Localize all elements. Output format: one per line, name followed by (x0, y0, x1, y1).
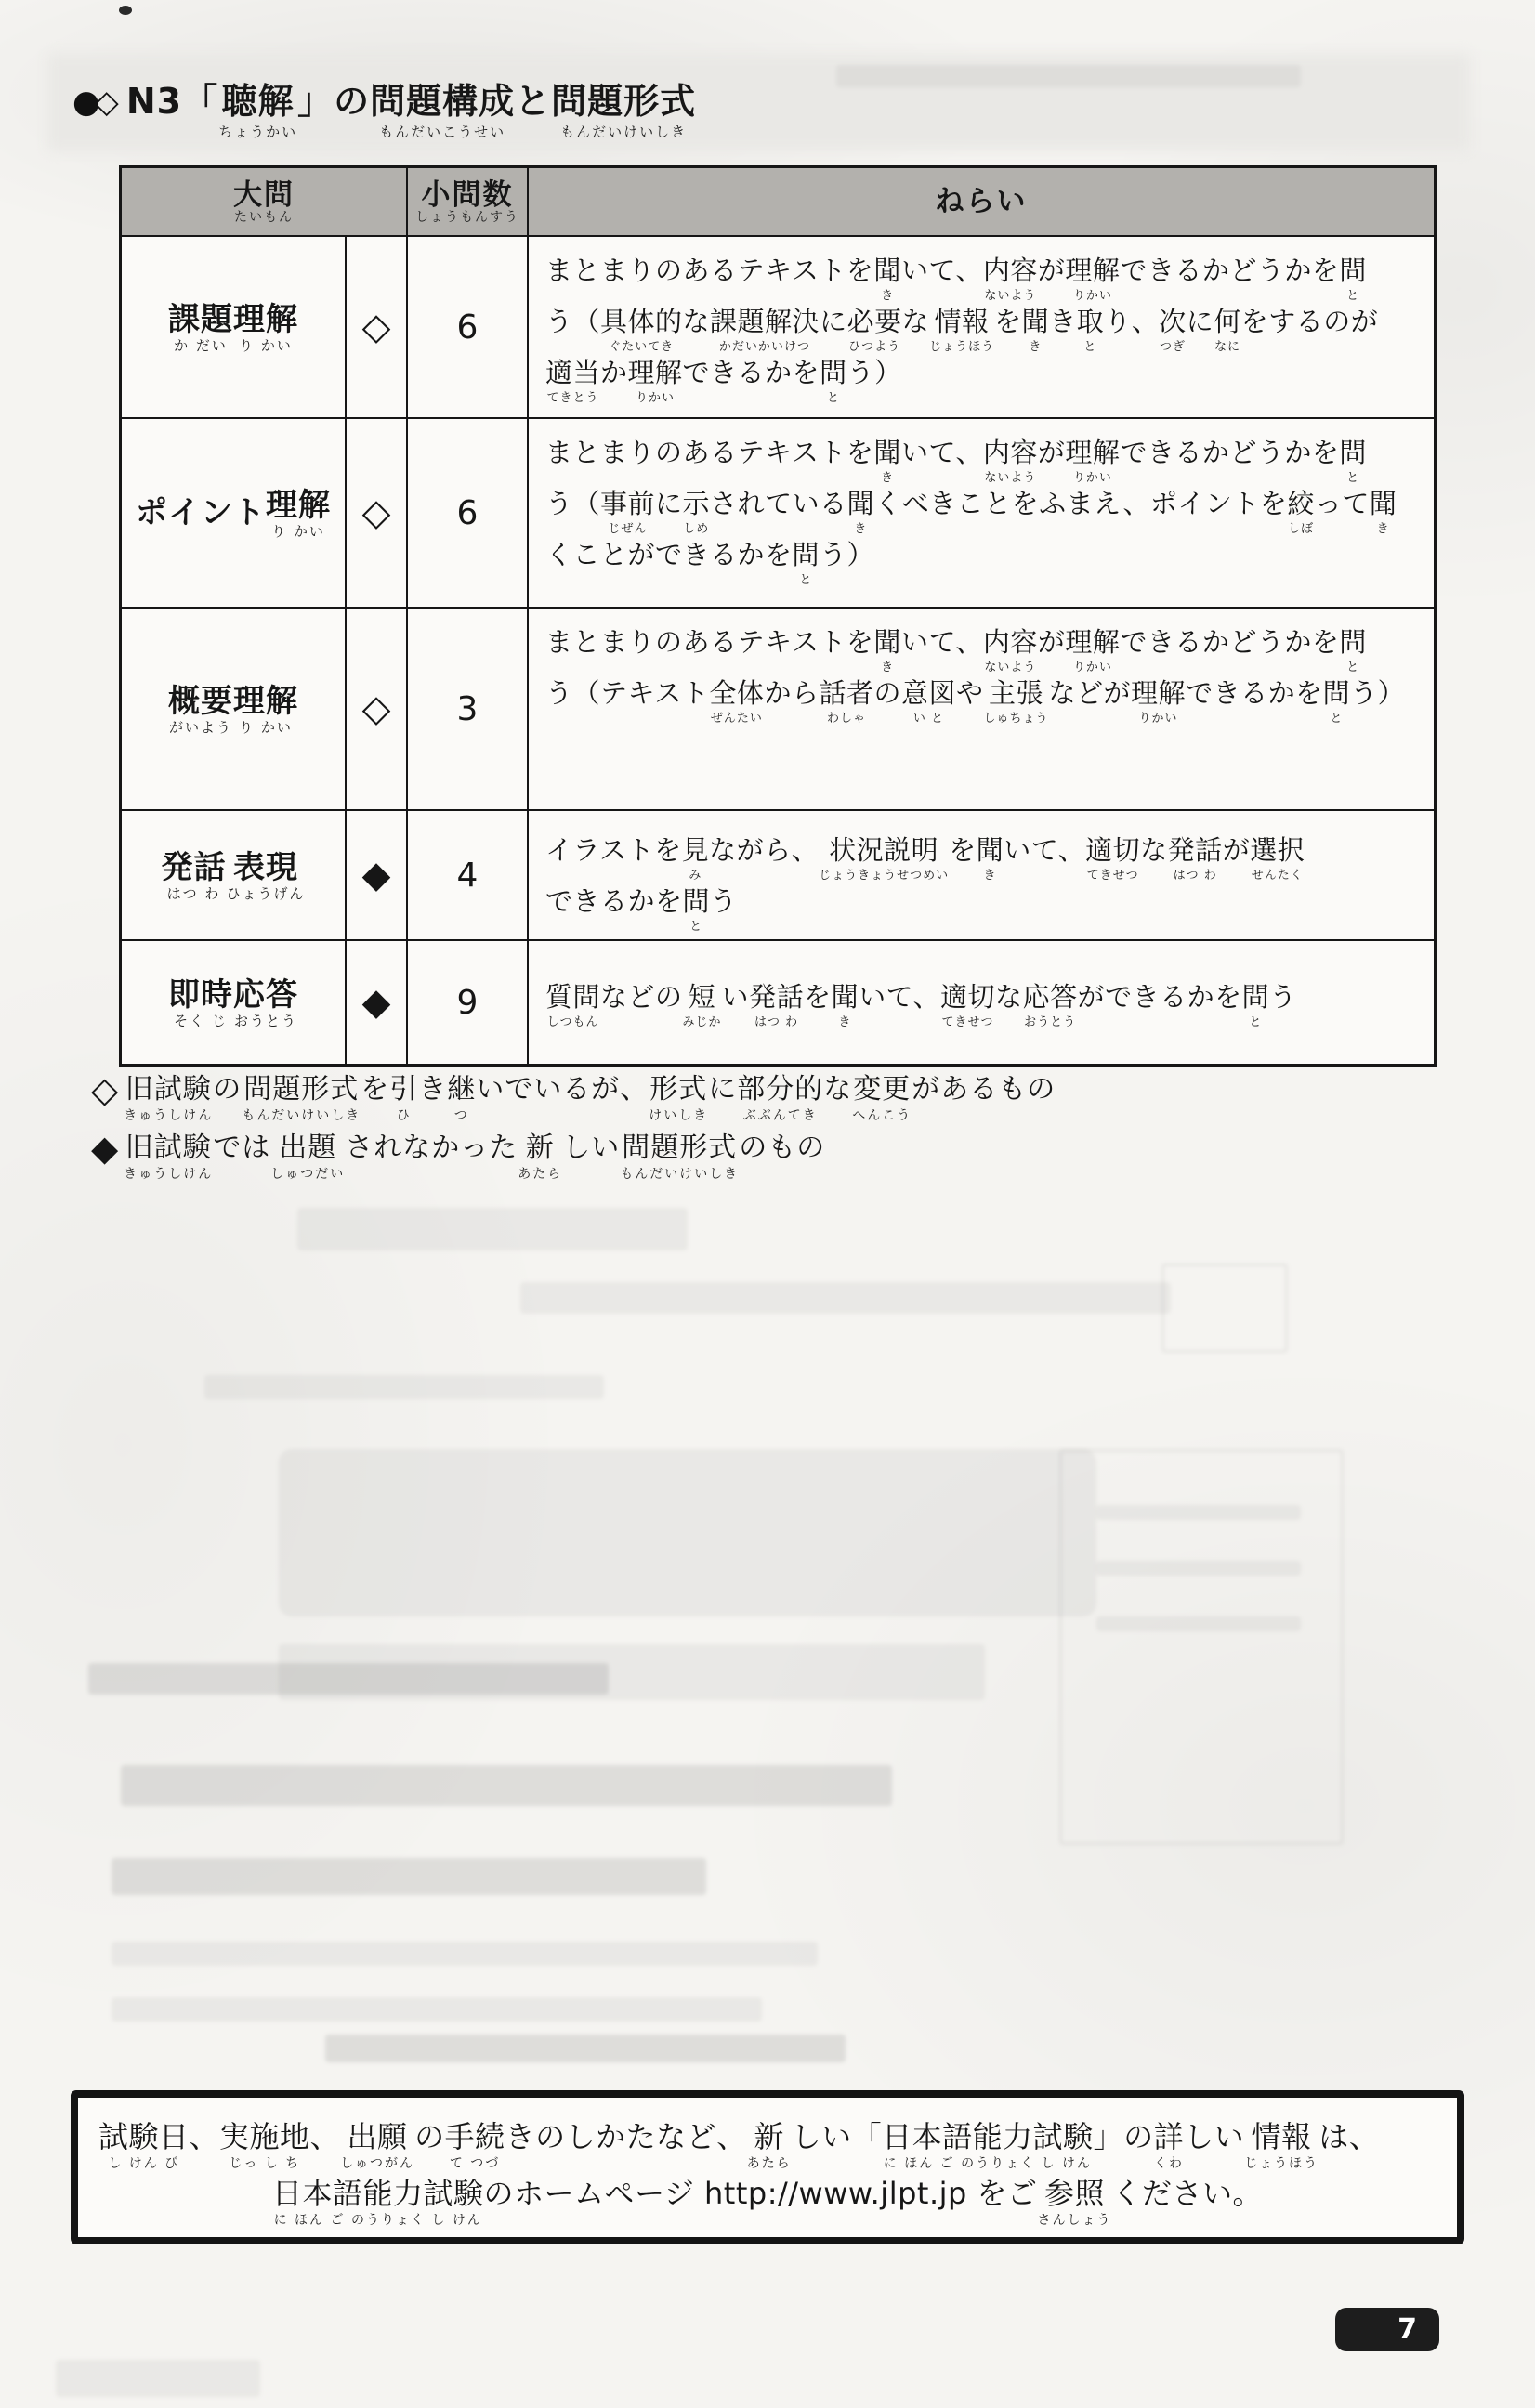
bleedthrough-artifact (520, 1282, 1171, 1314)
row-name: 課題 か だい 理解 り かい (122, 237, 347, 419)
legend-item (91, 1129, 1056, 1182)
jlpt-info-notice-box (71, 2090, 1464, 2244)
bleedthrough-artifact (325, 2035, 846, 2062)
bleedthrough-artifact (112, 1997, 762, 2022)
bleedthrough-artifact (88, 1663, 609, 1695)
row-name: 概要 がいよう 理解 り かい (122, 609, 347, 811)
row-count: 6 (408, 237, 529, 419)
legend-text: 旧試験 きゅうしけん では 出題 しゅつだい されなかった 新 あたら しい 問題形式 もんだいけいしき のもの (124, 1132, 826, 1182)
bleedthrough-artifact (204, 1375, 604, 1399)
circle-diamond-bullet-icon: ●◇ (72, 84, 113, 121)
bleedthrough-artifact (112, 1942, 818, 1966)
notice-line: 日本語能力試験 に ほん ご のうりょく し けん のホームページ http://www.jlpt.jp をご 参照 さんしょう ください。 (271, 2176, 1264, 2228)
question-structure-table (119, 165, 1437, 1067)
col-header-komonsu: 小問数 しょうもんすう (408, 168, 529, 237)
bleedthrough-artifact (112, 1858, 706, 1895)
row-name: 発話 はつ わ 表現 ひょうげん (122, 811, 347, 941)
legend-item (91, 1070, 1056, 1123)
row-count: 9 (408, 941, 529, 1064)
row-symbol: ◆ (347, 811, 408, 941)
row-symbol: ◇ (347, 609, 408, 811)
bleedthrough-artifact (121, 1765, 892, 1806)
row-symbol: ◆ (347, 941, 408, 1064)
bleedthrough-artifact (56, 2360, 260, 2397)
row-count: 6 (408, 419, 529, 609)
bleedthrough-artifact (1161, 1263, 1288, 1353)
row-aim: イラストを 見 み ながら、 状況説明 じょうきょうせつめい を 聞 き いて、 適切 てきせつ な 発話 はつ わ が 選択 せんたく できるかを 問 と う (529, 811, 1434, 941)
row-count: 4 (408, 811, 529, 941)
bleedthrough-artifact (297, 1208, 688, 1250)
col-header-nerai: ねらい (529, 168, 1434, 237)
bleedthrough-artifact (279, 1449, 1096, 1616)
open-diamond-icon: ◇ (91, 1069, 119, 1110)
symbol-legend (91, 1070, 1056, 1187)
row-name: ポイント 理解 り かい (122, 419, 347, 609)
row-aim: 質問 しつもん などの 短 みじか い 発話 はつ わ を 聞 き いて、 適切 てきせつ な 応答 おうとう ができるかを 問 と う (545, 981, 1297, 1029)
row-count: 3 (408, 609, 529, 811)
col-header-daimon: 大問 たいもん (122, 168, 408, 237)
bleedthrough-artifact (1096, 1616, 1301, 1631)
row-aim: まとまりのあるテキストを 聞 き いて、 内容 ないよう が 理解 りかい できるかどうかを 問 と う（テキスト 全体 ぜんたい から 話者 わしゃ の 意図 い と や 主張 しゅちょう などが 理解 りかい できるかを 問 と う） (529, 609, 1434, 811)
row-aim: まとまりのあるテキストを 聞 き いて、 内容 ないよう が 理解 りかい できるかどうかを 問 と う（ 具体的 ぐたいてき な 課題解決 かだいかいけつ に 必要 ひつよう な 情報 じょうほう を 聞 き き 取 と り、 次 つぎ に 何 なに をするのが 適当 てきとう か 理解 りかい できるかを 問 と う） (529, 237, 1434, 419)
row-name: 即時 そく じ 応答 おうとう (122, 941, 347, 1064)
row-aim: まとまりのあるテキストを 聞 き いて、 内容 ないよう が 理解 りかい できるかどうかを 問 と う（ 事前 じぜん に 示 しめ されている 聞 き くべきことをふまえ、ポイントを 絞 しぼ って 聞 き くことができるかを 問 と う） (529, 419, 1434, 609)
row-symbol: ◇ (347, 237, 408, 419)
bleedthrough-artifact (836, 65, 1301, 87)
page-title: N3「 聴解 ちょうかい 」の 問題構成 もんだいこうせい と 問題形式 もんだいけいしき (125, 81, 697, 140)
filled-diamond-icon: ◆ (91, 1128, 119, 1169)
row-symbol: ◇ (347, 419, 408, 609)
bleedthrough-artifact (1096, 1505, 1301, 1520)
page-number-badge: 7 (1335, 2308, 1439, 2351)
legend-text: 旧試験 きゅうしけん の 問題形式 もんだいけいしき を 引 ひ き 継 つ いでいるが、 形式 けいしき に 部分的 ぶぶんてき な 変更 へんこう があるもの (124, 1073, 1056, 1123)
bleedthrough-artifact (1096, 1561, 1301, 1576)
notice-line: 試験日 し けん び 、 実施地 じっ し ち 、 出願 しゅつがん の 手続 て つづ きのしかたなど、 新 あたら しい「 日本語能力試験 に ほん ご のうりょく し けん 」の 詳 くわ しい 情報 じょうほう は、 (98, 2119, 1380, 2171)
